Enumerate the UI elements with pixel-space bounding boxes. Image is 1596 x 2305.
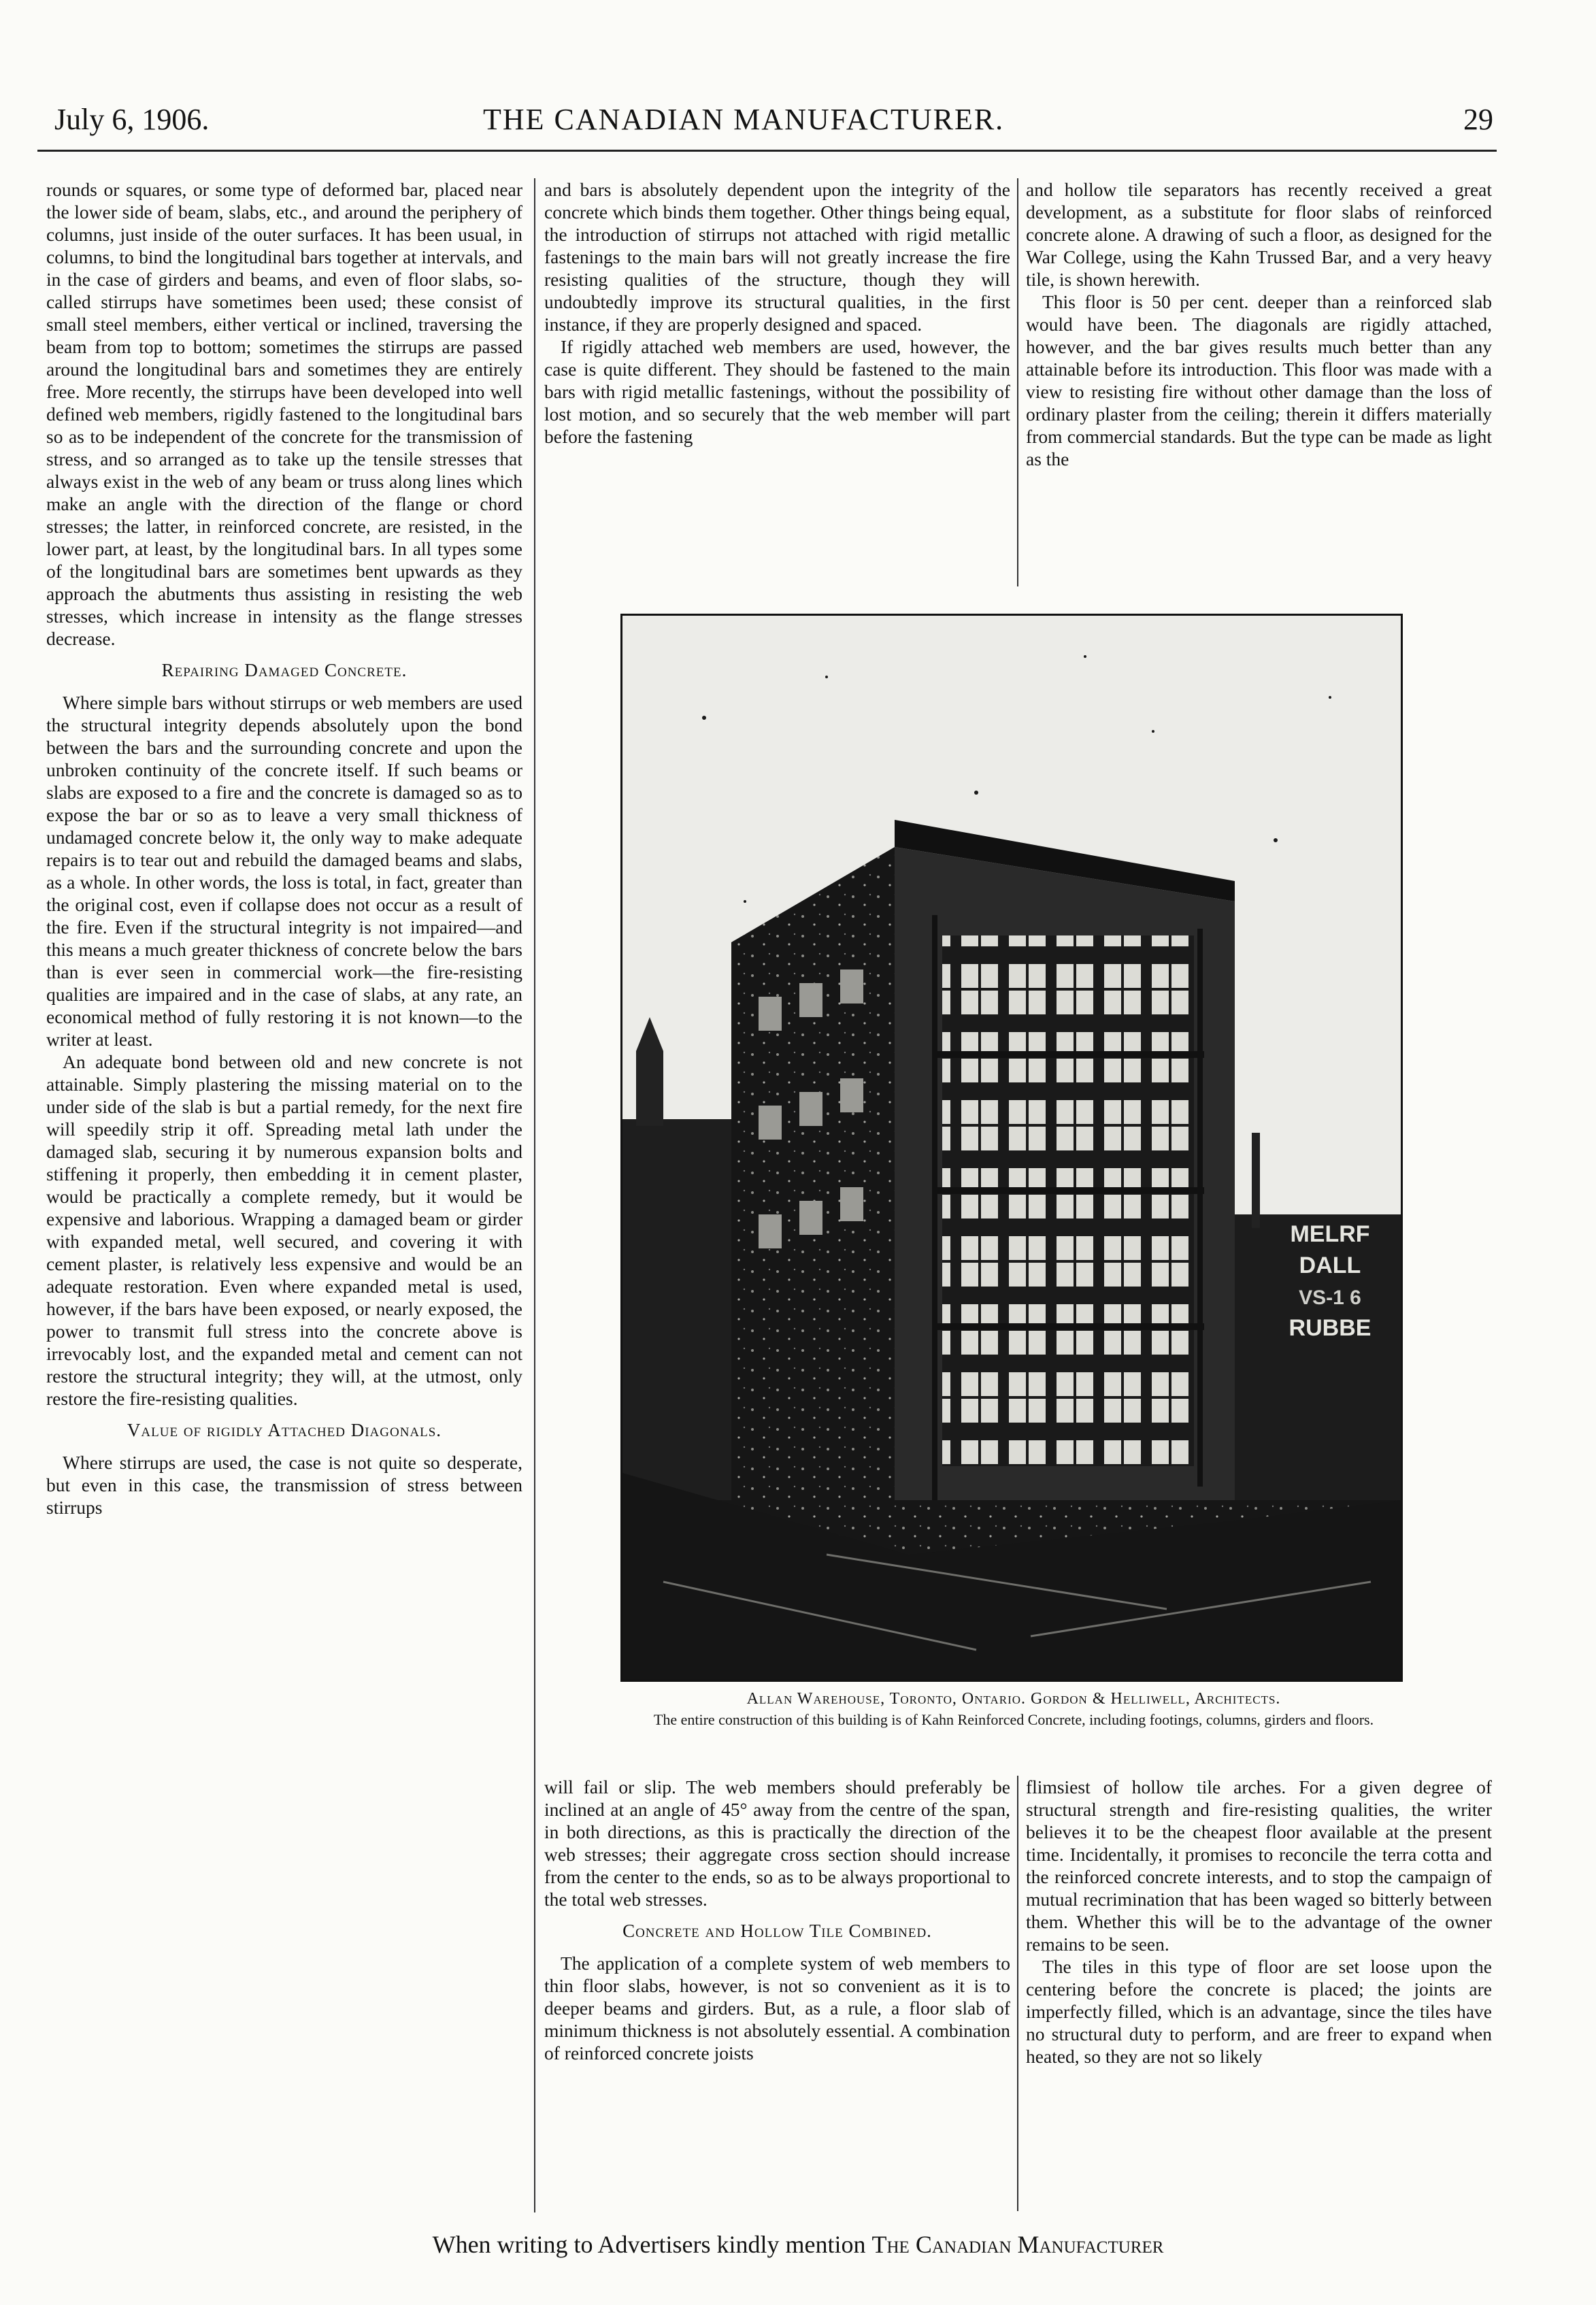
paragraph: If rigidly attached web members are used, however, the case is quite different. They should be fastened to the main bars with rigid metallic fastenings, without the possibility of lost motion, and so securely that the web member will part before the fastening bbox=[544, 336, 1010, 447]
column-rule bbox=[534, 178, 535, 2212]
column-rule bbox=[1017, 1776, 1018, 2211]
paragraph: rounds or squares, or some type of deformed bar, placed near the lower side of beam, slabs, etc., and around the periphery of columns, just inside of the outer surfaces. It has been usual, in columns, to bind the longitudinal bars together at intervals, and in the case of girders and beams, and even of floor slabs, so-called stirrups have sometimes been used; these consist of small steel members, either vertical or inclined, traversing the beam from top to bottom; sometimes the stirrups are passed around the longitudinal bars and sometimes they are entirely free. More recently, the stirrups have been developed into well defined web members, rigidly fastened to the longitudinal bars so as to be independent of the concrete for the transmission of stress, and so arranged as to take up the tensile stresses that always exist in the web of any beam or truss along lines which make an angle with the direction of the flange or chord stresses; the latter, in reinforced concrete, are resisted, in the lower part, at least, by the longitudinal bars. In all types some of the longitudinal bars are sometimes bent upwards as they approach the abutments thus assisting in resisting the web stresses, which increase in intensity as the flange stresses decrease. bbox=[46, 179, 522, 649]
column-rule bbox=[1017, 178, 1018, 586]
paragraph: will fail or slip. The web members should preferably be inclined at an angle of 45° away from the centre of the span, in both directions, as this is practically the direction of the web stresses; their aggregate cross section should increase from the center to the ends, so as to be always proportional to the total web stresses. bbox=[544, 1776, 1010, 1910]
paragraph: and bars is absolutely dependent upon the integrity of the concrete which binds them together. Other things being equal, the introduction of stirrups not attached with rigid metallic fastenings to the main bars will not greatly increase the fire resisting qualities of the structure, though they will undoubtedly improve its structural qualities, in the first instance, if they are properly designed and spaced. bbox=[544, 179, 1010, 335]
footer-text: When writing to Advertisers kindly mention bbox=[432, 2231, 866, 2258]
section-heading-diagonals: Value of rigidly Attached Diagonals. bbox=[127, 1420, 442, 1440]
page-header bbox=[34, 102, 1503, 147]
caption-body: The entire construction of this building is of Kahn Reinforced Concrete, including footings, columns, girders and floors. bbox=[653, 1711, 1374, 1728]
paragraph: The tiles in this type of floor are set loose upon the centering before the concrete is placed; the joints are imperfectly filled, which is an advantage, since the tiles have no structural duty to perform, and are freer to expand when heated, so they are not so likely bbox=[1026, 1956, 1492, 2067]
column-1 bbox=[46, 178, 522, 2212]
sign-line: MELRF bbox=[1290, 1221, 1370, 1247]
warehouse-illustration bbox=[622, 616, 1401, 1680]
header-rule bbox=[37, 150, 1497, 152]
figure-caption bbox=[599, 1690, 1429, 1729]
paragraph: flimsiest of hollow tile arches. For a given degree of structural strength and fire-resisting qualities, the writer believes it to be the cheapest floor available at the present time. Incidentally, it promises to reconcile the terra cotta and the reinforced concrete interests, and to stop the campaign of mutual recrimination that has been waged so bitterly between them. Whether this will be to the advantage of the owner remains to be seen. bbox=[1026, 1776, 1492, 1955]
paragraph: This floor is 50 per cent. deeper than a reinforced slab would have been. The diagonals are rigidly attached, however, and the bar gives results much better than any attainable before its introduction. This floor was made with a view to resisting fire without other damage than the loss of ordinary plaster from the ceiling; therein it differs materially from commercial standards. But the type can be made as light as the bbox=[1026, 291, 1492, 469]
paragraph: and hollow tile separators has recently received a great development, as a substitute for floor slabs of reinforced concrete alone. A drawing of such a floor, as designed for the War College, using the Kahn Trussed Bar, and a very heavy tile, is shown herewith. bbox=[1026, 179, 1492, 290]
column-3-bottom bbox=[1026, 1776, 1492, 2211]
caption-title: Allan Warehouse, Toronto, Ontario. Gordon & Helliwell, Architects. bbox=[746, 1690, 1281, 1708]
section-heading-hollow-tile: Concrete and Hollow Tile Combined. bbox=[622, 1921, 932, 1941]
sign-line: VS-1 6 bbox=[1299, 1287, 1361, 1309]
sign-line: RUBBE bbox=[1289, 1315, 1371, 1341]
paragraph: An adequate bond between old and new concrete is not attainable. Simply plastering the missing material on to the under side of the slab is but a partial remedy, for the next fire will speedily strip it off. Spreading metal lath under the damaged slab, securing it by numerous expansion bolts and stiffening it properly, then embedding it in cement plaster, would be practically a complete remedy, but it would be expensive and laborious. Wrapping a damaged beam or girder with expanded metal, well secured, and covering it with cement plaster, is relatively less expensive and would be an adequate restoration. Even where expanded metal is used, however, if the bars have been exposed, or nearly exposed, the power to transmit full stress into the concrete above is irrevocably lost, and the expanded metal and cement can not restore the structural integrity; they will, at the utmost, only restore the fire-resisting qualities. bbox=[46, 1051, 522, 1409]
footer-magazine-name: The Canadian Manufacturer bbox=[871, 2231, 1164, 2258]
issue-date: July 6, 1906. bbox=[54, 103, 210, 136]
paragraph: Where simple bars without stirrups or web members are used the structural integrity depends absolutely upon the bond between the bars and the surrounding concrete and upon the unbroken continuity of the concrete itself. If such beams or slabs are exposed to a fire and the concrete is damaged so as to expose the bar or so as to leave a very small thickness of undamaged concrete below it, the only way to make adequate repairs is to tear out and rebuild the damaged beams and slabs, as a whole. In other words, the loss is total, in fact, greater than the original cost, even if collapse does not occur as a result of the fire. Even if the structural integrity is not impaired—and this means a much greater thickness of concrete below the bars than is ever seen in commercial work—the fire-resisting qualities are impaired and in the case of slabs, at any rate, an economical method of fully restoring it is not known—to the writer at least. bbox=[46, 692, 522, 1050]
sign-line: DALL bbox=[1299, 1253, 1361, 1278]
section-heading-repairing: Repairing Damaged Concrete. bbox=[161, 660, 408, 680]
column-2-top bbox=[544, 178, 1010, 586]
column-3-top bbox=[1026, 178, 1492, 586]
paragraph: Where stirrups are used, the case is not quite so desperate, but even in this case, the transmission of stress between stirrups bbox=[46, 1452, 522, 1518]
page-footer bbox=[0, 2230, 1596, 2259]
column-2-bottom bbox=[544, 1776, 1010, 2211]
publication-title: THE CANADIAN MANUFACTURER. bbox=[483, 103, 1005, 136]
paragraph: The application of a complete system of web members to thin floor slabs, however, is not so convenient as it is to deeper beams and girders. But, as a rule, a floor slab of minimum thickness is not absolutely essential. A combination of reinforced concrete joists bbox=[544, 1953, 1010, 2063]
page-number: 29 bbox=[1463, 103, 1493, 136]
warehouse-photograph bbox=[620, 614, 1403, 1682]
